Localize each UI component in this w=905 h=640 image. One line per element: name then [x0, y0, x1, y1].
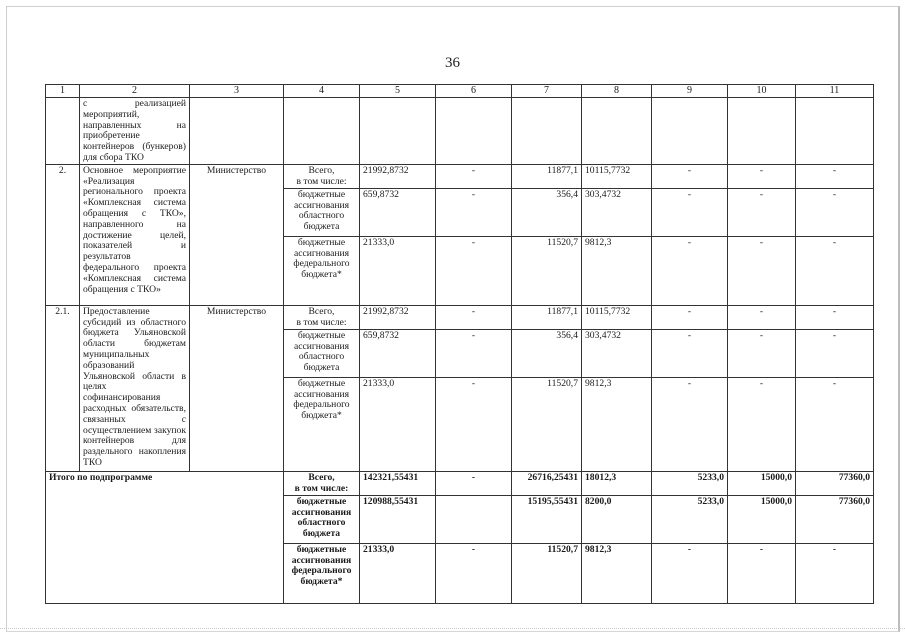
value-cell: -	[796, 377, 874, 471]
value-cell: -	[652, 188, 728, 236]
value-cell: 21992,8732	[360, 305, 436, 329]
scan-edge	[0, 628, 905, 629]
value-cell: -	[796, 188, 874, 236]
value-cell	[582, 98, 652, 165]
measure-name: с реализацией мероприятий, направленных на приобретение контейнеров (бункеров) для сбора ТКО	[80, 98, 190, 165]
funding-source: бюджетные ассигнования федерального бюджета*	[284, 377, 360, 471]
value-cell: 303,4732	[582, 329, 652, 377]
value-cell: 21333,0	[360, 543, 436, 603]
col-header: 9	[652, 85, 728, 98]
value-cell: 11520,7	[512, 377, 582, 471]
executor: Министерство	[190, 164, 284, 305]
value-cell: -	[652, 164, 728, 188]
value-cell: 18012,3	[582, 471, 652, 495]
value-cell: -	[796, 164, 874, 188]
value-cell: 659,8732	[360, 188, 436, 236]
value-cell: -	[728, 236, 796, 305]
value-cell: -	[796, 236, 874, 305]
value-cell: 8200,0	[582, 495, 652, 543]
value-cell: -	[728, 329, 796, 377]
value-cell: 26716,25431	[512, 471, 582, 495]
col-header: 2	[80, 85, 190, 98]
value-cell: -	[436, 236, 512, 305]
value-cell: 303,4732	[582, 188, 652, 236]
value-cell: -	[728, 305, 796, 329]
value-cell: 11520,7	[512, 236, 582, 305]
value-cell: 15000,0	[728, 495, 796, 543]
col-header: 7	[512, 85, 582, 98]
value-cell	[436, 98, 512, 165]
col-header: 8	[582, 85, 652, 98]
value-cell: -	[436, 377, 512, 471]
table-row	[46, 305, 874, 329]
value-cell: 21333,0	[360, 236, 436, 305]
value-cell: 356,4	[512, 188, 582, 236]
value-cell: 659,8732	[360, 329, 436, 377]
executor: Министерство	[190, 305, 284, 471]
budget-table	[45, 84, 874, 604]
funding-source: Всего, в том числе:	[284, 305, 360, 329]
value-cell: 356,4	[512, 329, 582, 377]
value-cell: -	[652, 543, 728, 603]
value-cell: -	[796, 543, 874, 603]
total-row	[46, 471, 874, 495]
value-cell: -	[436, 543, 512, 603]
value-cell: 11520,7	[512, 543, 582, 603]
value-cell	[436, 495, 512, 543]
value-cell: -	[436, 305, 512, 329]
funding-source: бюджетные ассигнования областного бюджета	[284, 329, 360, 377]
value-cell: 15000,0	[728, 471, 796, 495]
measure-name: Предоставление субсидий из областного бюджета Ульяновской области бюджетам муниципальных образований Ульяновской области в целях софинансирования расходных обязательств, связанных с осуществлением закупок контейнеров для раздельного накопления ТКО	[80, 305, 190, 471]
value-cell	[652, 98, 728, 165]
value-cell: 15195,55431	[512, 495, 582, 543]
total-label: Итого по подпрограмме	[46, 471, 284, 603]
value-cell: 142321,55431	[360, 471, 436, 495]
value-cell: -	[652, 236, 728, 305]
col-header: 11	[796, 85, 874, 98]
col-header: 4	[284, 85, 360, 98]
row-number: 2.	[46, 164, 80, 305]
table-row	[46, 98, 874, 165]
table-row	[46, 164, 874, 188]
col-header: 5	[360, 85, 436, 98]
measure-name: Основное мероприятие «Реализация регионального проекта «Комплексная система обращения с ТКО», направленного на достижение целей, показателей и результатов федерального проекта «Комплексная система обращения с ТКО»	[80, 164, 190, 305]
row-number	[46, 98, 80, 165]
funding-source	[284, 98, 360, 165]
value-cell: -	[796, 329, 874, 377]
value-cell: 5233,0	[652, 471, 728, 495]
value-cell: 11877,1	[512, 305, 582, 329]
value-cell: -	[436, 329, 512, 377]
col-header: 10	[728, 85, 796, 98]
value-cell: -	[652, 329, 728, 377]
funding-source: бюджетные ассигнования областного бюджета	[284, 495, 360, 543]
page-number: 36	[445, 55, 460, 71]
executor	[190, 98, 284, 165]
value-cell: -	[728, 188, 796, 236]
value-cell: -	[652, 305, 728, 329]
value-cell: 77360,0	[796, 495, 874, 543]
value-cell: 9812,3	[582, 236, 652, 305]
funding-source: бюджетные ассигнования областного бюджета	[284, 188, 360, 236]
value-cell	[360, 98, 436, 165]
value-cell: -	[728, 377, 796, 471]
value-cell: 10115,7732	[582, 305, 652, 329]
value-cell: 21992,8732	[360, 164, 436, 188]
table-header-row	[46, 85, 874, 98]
value-cell: -	[436, 188, 512, 236]
value-cell: -	[652, 377, 728, 471]
funding-source: Всего, в том числе:	[284, 164, 360, 188]
value-cell: 120988,55431	[360, 495, 436, 543]
value-cell: 5233,0	[652, 495, 728, 543]
value-cell: 10115,7732	[582, 164, 652, 188]
value-cell	[728, 98, 796, 165]
value-cell: -	[436, 164, 512, 188]
value-cell: 9812,3	[582, 543, 652, 603]
value-cell: 21333,0	[360, 377, 436, 471]
funding-source: бюджетные ассигнования федерального бюджета*	[284, 543, 360, 603]
row-number: 2.1.	[46, 305, 80, 471]
value-cell: 9812,3	[582, 377, 652, 471]
value-cell	[796, 98, 874, 165]
funding-source: бюджетные ассигнования федерального бюджета*	[284, 236, 360, 305]
value-cell: -	[796, 305, 874, 329]
value-cell: 11877,1	[512, 164, 582, 188]
value-cell: 77360,0	[796, 471, 874, 495]
col-header: 3	[190, 85, 284, 98]
value-cell: -	[728, 543, 796, 603]
value-cell: -	[728, 164, 796, 188]
value-cell	[512, 98, 582, 165]
value-cell: -	[436, 471, 512, 495]
col-header: 1	[46, 85, 80, 98]
funding-source: Всего, в том числе:	[284, 471, 360, 495]
col-header: 6	[436, 85, 512, 98]
